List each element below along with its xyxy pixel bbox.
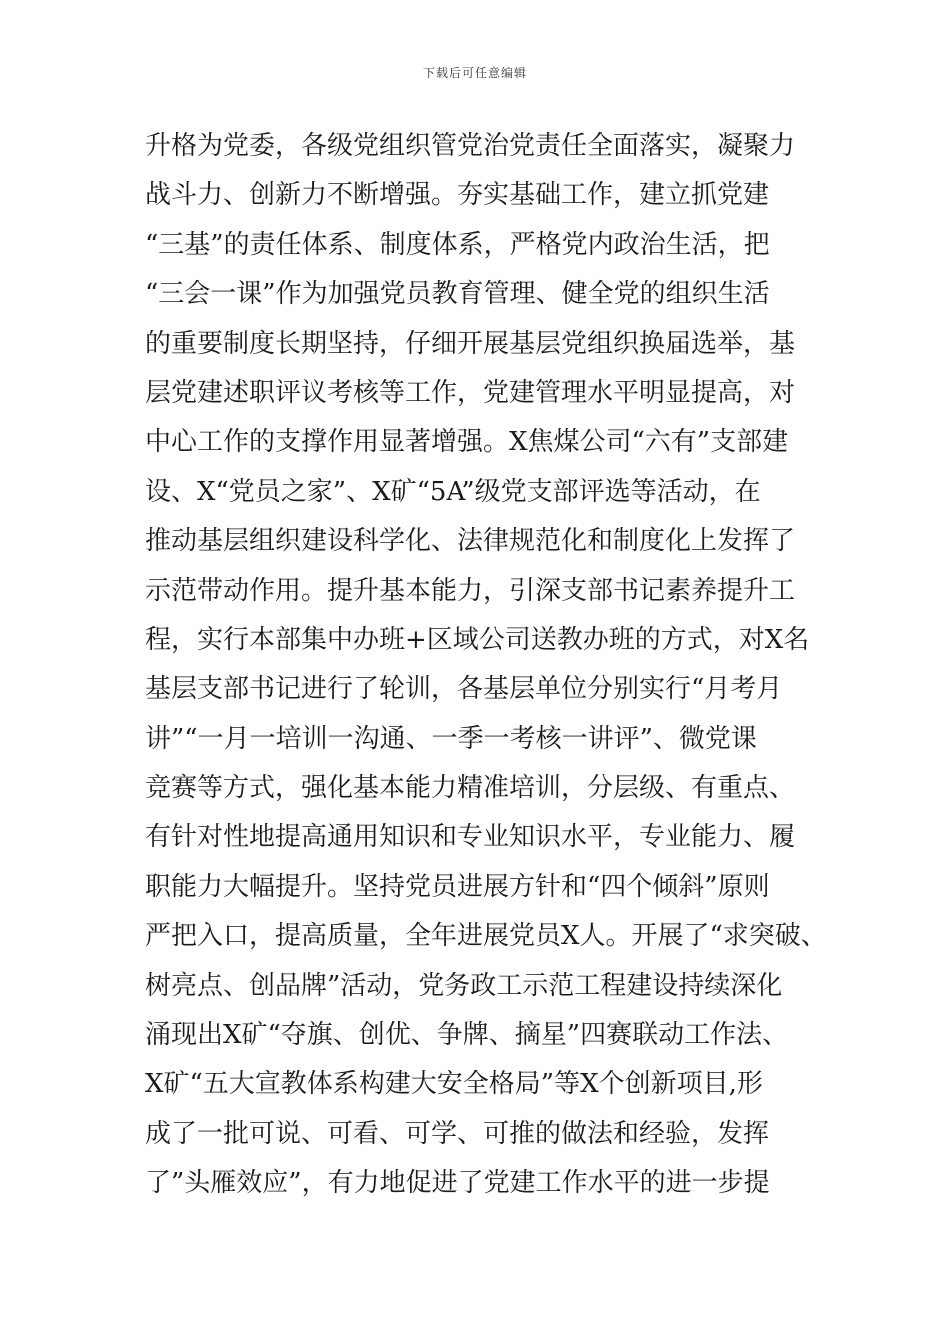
text-line: X矿“五大宣教体系构建大安全格局”等X个创新项目,形 (145, 1069, 763, 1100)
text-line: 程，实行本部集中办班+区域公司送教办班的方式，对X名 (145, 624, 810, 655)
text-line: 了”头雁效应”，有力地促进了党建工作水平的进一步提 (145, 1168, 770, 1199)
page-header: 下载后可任意编辑 (422, 66, 527, 80)
text-line: 有针对性地提高通用知识和专业知识水平，专业能力、履 (145, 822, 796, 853)
text-line: 讲”“一月一培训一沟通、一季一考核一讲评”、微党课 (145, 723, 757, 754)
text-line: 设、X“党员之家”、X矿“5A”级党支部评选等活动，在 (145, 476, 761, 507)
text-line: 严把入口，提高质量，全年进展党员X人。开展了“求突破、 (145, 921, 827, 952)
text-line: “三基”的责任体系、制度体系，严格党内政治生活，把 (145, 229, 770, 260)
text-line: “三会一课”作为加强党员教育管理、健全党的组织生活 (145, 279, 770, 310)
text-line: 推动基层组织建设科学化、法律规范化和制度化上发挥了 (145, 526, 796, 557)
text-line: 战斗力、创新力不断增强。夯实基础工作，建立抓党建 (145, 180, 770, 211)
text-line: 职能力大幅提升。坚持党员进展方针和“四个倾斜”原则 (145, 871, 770, 902)
text-line: 示范带动作用。提升基本能力，引深支部书记素养提升工 (145, 575, 796, 606)
text-line: 层党建述职评议考核等工作，党建管理水平明显提高，对 (145, 377, 796, 408)
text-line: 基层支部书记进行了轮训，各基层单位分别实行“月考月 (145, 674, 783, 705)
text-line: 升格为党委，各级党组织管党治党责任全面落实，凝聚力 (145, 131, 796, 161)
text-line: 中心工作的支撑作用显著增强。X焦煤公司“六有”支部建 (145, 427, 789, 458)
document-body (145, 122, 845, 1209)
text-line: 竞赛等方式，强化基本能力精准培训，分层级、有重点、 (145, 773, 796, 804)
text-line: 树亮点、创品牌”活动，党务政工示范工程建设持续深化 (145, 970, 783, 1001)
text-line: 涌现出X矿“夺旗、创优、争牌、摘星”四赛联动工作法、 (145, 1020, 789, 1051)
text-line: 成了一批可说、可看、可学、可推的做法和经验，发挥 (145, 1118, 770, 1149)
text-line: 的重要制度长期坚持，仔细开展基层党组织换届选举，基 (145, 328, 796, 359)
